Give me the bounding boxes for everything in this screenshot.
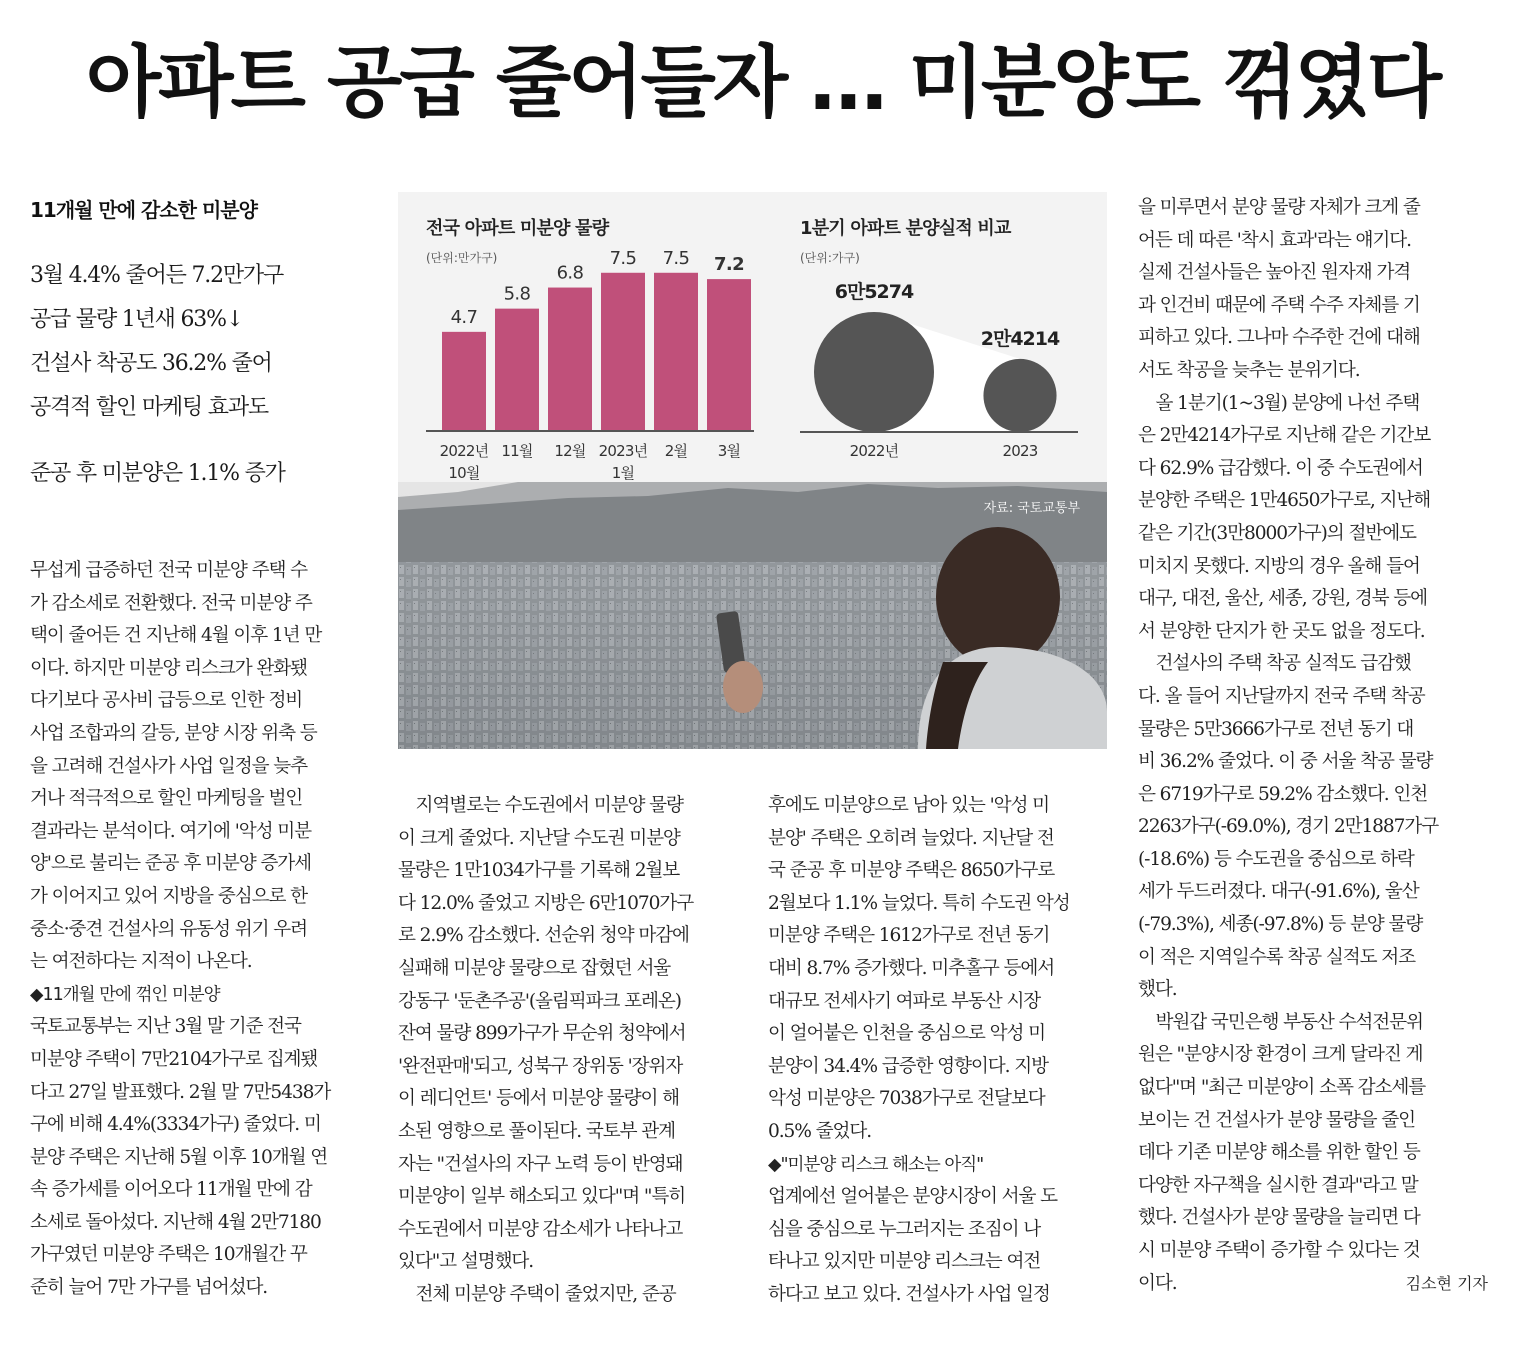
text-line: 원은 "분양시장 환경이 크게 달라진 게 <box>1138 1044 1423 1066</box>
text-line: 이다. 하지만 미분양 리스크가 완화됐 <box>30 657 307 679</box>
chart-title: 1분기 아파트 분양실적 비교 <box>800 218 1011 239</box>
text-line: 서 분양한 단지가 한 곳도 없을 정도다. <box>1138 620 1425 642</box>
bar <box>654 273 698 431</box>
text-line: 하다고 보고 있다. 건설사가 사업 일정 <box>768 1283 1050 1305</box>
text-line: 미분양이 일부 해소되고 있다"며 "특히 <box>398 1186 686 1208</box>
text-line: 전체 미분양 주택이 줄었지만, 준공 <box>398 1283 676 1305</box>
text-line: 있다"고 설명했다. <box>398 1251 534 1273</box>
text-line: 대구, 대전, 울산, 세종, 강원, 경북 등에 <box>1138 588 1427 610</box>
text-line: 분양' 주택은 오히려 늘었다. 지난달 전 <box>768 827 1054 849</box>
column-2 <box>398 790 743 1312</box>
bar <box>495 309 539 431</box>
text-line: 세가 두드러졌다. 대구(-91.6%), 울산 <box>1138 881 1419 903</box>
text-line: 다 62.9% 급감했다. 이 중 수도권에서 <box>1138 457 1423 479</box>
text-line: 올 1분기(1~3월) 분양에 나선 주택 <box>1138 392 1420 414</box>
bar-value-label: 6.8 <box>556 262 584 284</box>
text-line: 다기보다 공사비 급등으로 인한 정비 <box>30 690 303 712</box>
text-line: 대비 8.7% 증가했다. 미추홀구 등에서 <box>768 957 1055 979</box>
text-line: 택이 줄어든 건 지난해 4월 이후 1년 만 <box>30 625 322 647</box>
mid-head: ◆"미분양 리스크 해소는 아직" <box>768 1154 984 1175</box>
x-tick-label: 3월 <box>717 442 741 460</box>
text-line: 미분양 주택은 1612가구로 전년 동기 <box>768 925 1050 947</box>
text-line: 했다. 건설사가 분양 물량을 늘리면 다 <box>1138 1207 1420 1229</box>
text-line: 보이는 건 건설사가 분양 물량을 줄인 <box>1138 1109 1415 1131</box>
bubble-value-label: 6만5274 <box>834 281 914 303</box>
text-line: 다 12.0% 줄었고 지방은 6만1070가구 <box>398 892 694 914</box>
text-line: 구에 비해 4.4%(3334가구) 줄었다. 미 <box>30 1114 321 1136</box>
deck-line: 공급 물량 1년새 63%↓ <box>30 307 244 332</box>
deck-line: 건설사 착공도 36.2% 줄어 <box>30 351 272 376</box>
deck-line: 공격적 할인 마케팅 효과도 <box>30 395 268 420</box>
text-line: 피하고 있다. 그나마 수주한 건에 대해 <box>1138 327 1420 349</box>
headline: 아파트 공급 줄어들자 … 미분양도 꺾였다 <box>85 38 1440 128</box>
text-line: 박원갑 국민은행 부동산 수석전문위 <box>1138 1011 1423 1033</box>
sidebar <box>30 192 370 496</box>
text-line: 악성 미분양은 7038가구로 전달보다 <box>768 1088 1045 1110</box>
text-line: 다. 올 들어 지난달까지 전국 주택 착공 <box>1138 685 1425 707</box>
chart-unit: (단위:만가구) <box>426 251 498 265</box>
x-tick-label: 2022년 <box>849 442 899 460</box>
text-line: 다고 27일 발표했다. 2월 말 7만5438가 <box>30 1081 331 1103</box>
text-line: 데다 기존 미분양 해소를 위한 할인 등 <box>1138 1142 1420 1164</box>
text-line: 2월보다 1.1% 늘었다. 특히 수도권 악성 <box>768 892 1070 914</box>
sidebar-subhead: 11개월 만에 감소한 미분양 <box>30 198 257 222</box>
text-line: 후에도 미분양으로 남아 있는 '악성 미 <box>768 795 1049 816</box>
text-line: 가 감소세로 전환했다. 전국 미분양 주 <box>30 592 312 614</box>
text-line: 는 여전하다는 지적이 나온다. <box>30 951 252 973</box>
bar-value-label: 7.5 <box>662 247 690 269</box>
text-line: 가 이어지고 있어 지방을 중심으로 한 <box>30 885 307 907</box>
bubble <box>814 312 934 432</box>
x-tick-label: 1월 <box>611 464 635 482</box>
deck-extra: 준공 후 미분양은 1.1% 증가 <box>30 461 285 486</box>
text-line: (-18.6%) 등 수도권을 중심으로 하락 <box>1138 848 1414 870</box>
text-line: 국 준공 후 미분양 주택은 8650가구로 <box>768 860 1055 882</box>
column-1 <box>30 555 375 1305</box>
text-line: 거나 적극적으로 할인 마케팅을 벌인 <box>30 788 303 810</box>
text-line: 0.5% 줄었다. <box>768 1120 872 1142</box>
text-line: 같은 기간(3만8000가구)의 절반에도 <box>1138 522 1416 544</box>
text-line: 속 증가세를 이어오다 11개월 만에 감 <box>30 1179 312 1201</box>
text-line: 시 미분양 주택이 증가할 수 있다는 것 <box>1138 1240 1420 1261</box>
text-line: 어든 데 따른 '착시 효과'라는 얘기다. <box>1138 229 1411 251</box>
bar <box>548 288 592 431</box>
text-line: 국토교통부는 지난 3월 말 기준 전국 <box>30 1016 301 1038</box>
x-tick-label: 2023 <box>1002 442 1038 460</box>
text-line: 소된 영향으로 풀이된다. 국토부 관계 <box>398 1120 675 1142</box>
text-line: 다양한 자구책을 실시한 결과"라고 말 <box>1138 1174 1418 1196</box>
source-label: 자료: 국토교통부 <box>983 501 1080 516</box>
bar <box>707 279 751 431</box>
bar <box>442 332 486 431</box>
text-line: 준히 늘어 7만 가구를 넘어섰다. <box>30 1277 268 1299</box>
text-line: 중소·중견 건설사의 유동성 위기 우려 <box>30 918 307 940</box>
bubble-value-label: 2만4214 <box>980 327 1060 350</box>
text-line: 분양한 주택은 1만4650가구로, 지난해 <box>1138 490 1431 512</box>
bar-value-label: 7.5 <box>609 247 637 269</box>
text-line: 미치지 못했다. 지방의 경우 올해 들어 <box>1138 555 1420 577</box>
chart-svg <box>398 192 1107 749</box>
mid-head: ◆11개월 만에 꺾인 미분양 <box>30 984 220 1005</box>
infographic <box>398 192 1107 749</box>
text-line: 잔여 물량 899가구가 무순위 청약에서 <box>398 1023 686 1045</box>
text-line: 타나고 있지만 미분양 리스크는 여전 <box>768 1251 1041 1273</box>
text-line: 2263가구(-69.0%), 경기 2만1887가구 <box>1138 816 1439 838</box>
text-line: 은 2만4214가구로 지난해 같은 기간보 <box>1138 425 1431 447</box>
text-line: 양'으로 불리는 준공 후 미분양 증가세 <box>30 853 311 875</box>
text-line: 자는 "건설사의 자구 노력 등이 반영돼 <box>398 1153 683 1175</box>
text-line: 이 얼어붙은 인천을 중심으로 악성 미 <box>768 1023 1045 1045</box>
x-tick-label: 12월 <box>554 442 586 460</box>
text-line: 서도 착공을 늦추는 분위기다. <box>1138 359 1360 381</box>
bubble <box>983 359 1056 432</box>
text-line: 실제 건설사들은 높아진 원자재 가격 <box>1138 262 1411 284</box>
x-tick-label: 2월 <box>664 442 688 460</box>
x-tick-label: 10월 <box>448 464 480 482</box>
chart-title: 전국 아파트 미분양 물량 <box>426 218 609 239</box>
text-line: 강동구 '둔촌주공'(올림픽파크 포레온) <box>398 990 681 1012</box>
text-line: '완전판매'되고, 성북구 장위동 '장위자 <box>398 1055 683 1077</box>
text-line: 은 6719가구로 59.2% 감소했다. 인천 <box>1138 783 1428 805</box>
text-line: 이 크게 줄었다. 지난달 수도권 미분양 <box>398 827 680 849</box>
text-line: 업계에선 얼어붙은 분양시장이 서울 도 <box>768 1186 1058 1208</box>
text-line: 을 고려해 건설사가 사업 일정을 늦추 <box>30 755 307 777</box>
column-4 <box>1138 192 1488 1300</box>
text-line: 과 인건비 때문에 주택 수주 자체를 기 <box>1138 294 1420 316</box>
text-line: 가구였던 미분양 주택은 10개월간 꾸 <box>30 1244 307 1266</box>
text-line: 대규모 전세사기 여파로 부동산 시장 <box>768 990 1041 1012</box>
text-line: 사업 조합과의 갈등, 분양 시장 위축 등 <box>30 722 317 744</box>
x-tick-label: 11월 <box>501 442 533 460</box>
x-tick-label: 2022년 <box>439 442 489 460</box>
deck <box>30 254 370 496</box>
text-line: 심을 중심으로 누그러지는 조짐이 나 <box>768 1218 1041 1240</box>
text-line: 수도권에서 미분양 감소세가 나타나고 <box>398 1218 683 1240</box>
bar-value-label: 4.7 <box>450 306 478 328</box>
bar-value-label: 7.2 <box>713 254 745 276</box>
text-line: 을 미루면서 분양 물량 자체가 크게 줄 <box>1138 197 1420 218</box>
text-line: 무섭게 급증하던 전국 미분양 주택 수 <box>30 560 307 581</box>
text-line: 없다"며 "최근 미분양이 소폭 감소세를 <box>1138 1077 1426 1099</box>
text-line: 미분양 주택이 7만2104가구로 집계됐 <box>30 1048 318 1070</box>
bar <box>601 273 645 431</box>
text-line: 지역별로는 수도권에서 미분양 물량 <box>398 795 683 816</box>
text-line: 물량은 1만1034가구를 기록해 2월보 <box>398 860 680 882</box>
text-line: 분양 주택은 지난해 5월 이후 10개월 연 <box>30 1146 328 1168</box>
text-line: 이 레디언트' 등에서 미분양 물량이 해 <box>398 1088 679 1110</box>
text-line: 분양이 34.4% 급증한 영향이다. 지방 <box>768 1055 1048 1077</box>
bar-value-label: 5.8 <box>503 283 531 305</box>
text-line: 했다. <box>1138 979 1177 1001</box>
text-line: 물량은 5만3666가구로 전년 동기 대 <box>1138 718 1414 740</box>
text-line: 로 2.9% 감소했다. 선순위 청약 마감에 <box>398 925 689 947</box>
chart-unit: (단위:가구) <box>800 251 860 265</box>
text-line: (-79.3%), 세종(-97.8%) 등 분양 물량 <box>1138 914 1423 936</box>
text-line: 실패해 미분양 물량으로 잡혔던 서울 <box>398 957 671 979</box>
text-line: 결과라는 분석이다. 여기에 '악성 미분 <box>30 820 311 842</box>
text-line: 비 36.2% 줄었다. 이 중 서울 착공 물량 <box>1138 751 1433 773</box>
text-line: 건설사의 주택 착공 실적도 급감했 <box>1138 653 1411 675</box>
text-line: 소세로 돌아섰다. 지난해 4월 2만7180 <box>30 1211 321 1233</box>
text-line: 이 적은 지역일수록 착공 실적도 저조 <box>1138 946 1415 968</box>
deck-line: 3월 4.4% 줄어든 7.2만가구 <box>30 263 284 288</box>
text-line: 이다. <box>1138 1272 1177 1294</box>
last-line <box>1138 1268 1488 1301</box>
column-3 <box>768 790 1113 1312</box>
x-tick-label: 2023년 <box>598 442 648 460</box>
byline: 김소현 기자 <box>1405 1273 1488 1293</box>
